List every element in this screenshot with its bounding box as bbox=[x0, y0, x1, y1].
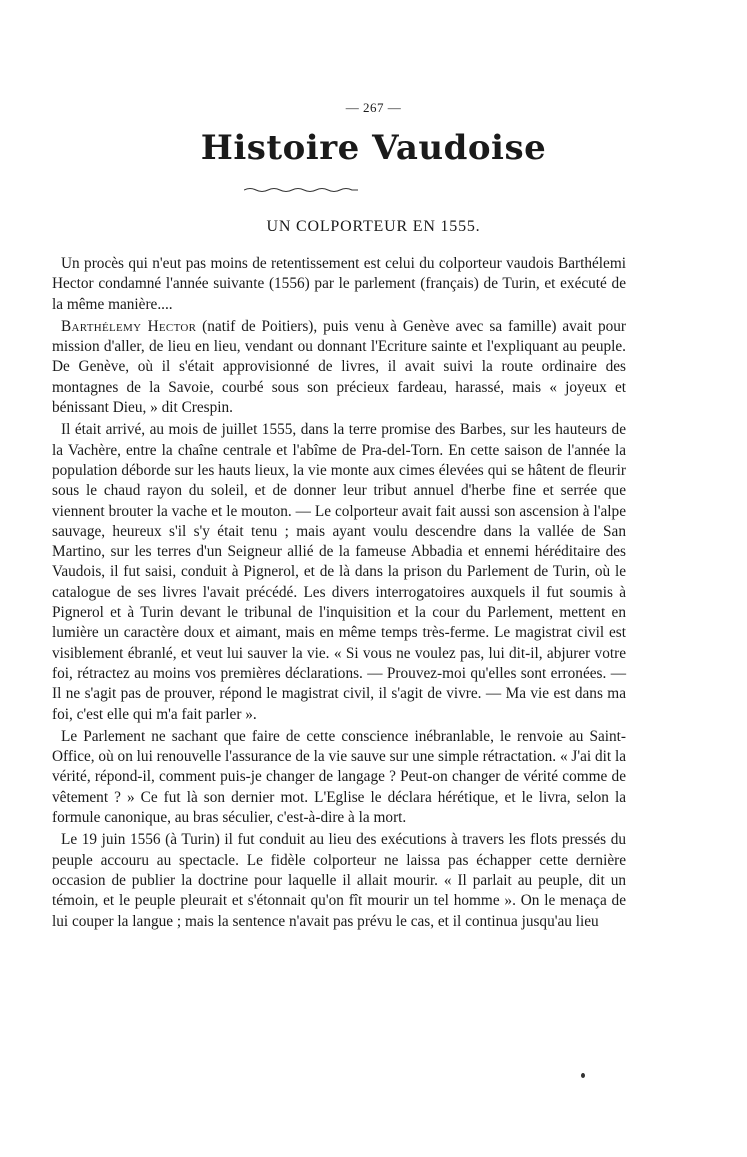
paragraph-text: Un procès qui n'eut pas moins de retentissement est celui du colporteur vaudois Barthélemi Hector condamné l'année suivante (1556) par le parlement (français) de Turin, et exécuté de la même manière.... bbox=[52, 255, 626, 313]
journal-title: Histoire Vaudoise bbox=[200, 128, 547, 168]
paragraph-text: Le 19 juin 1556 (à Turin) il fut conduit au lieu des exécutions à travers les flots pressés du peuple accouru au spectacle. Le fidèle colporteur ne laissa pas échapper cette dernière occasion de publier la doctrine pour laquelle il allait mourir. « Il parlait au peuple, dit un témoin, et le peuple pleurait et s'étonnait qu'on fît mourir un tel homme ». On le menaça de lui couper la langue ; mais la sentence n'avait pas prévu le cas, et il continua jusqu'au lieu bbox=[52, 831, 626, 930]
paragraph bbox=[52, 830, 626, 931]
paragraph-text: (natif de Poitiers), puis venu à Genève avec sa famille) avait pour mission d'aller, de lieu en lieu, vendant ou donnant l'Ecriture sainte et l'expliquant au peuple. De Genève, où il s'était approvisionné de livres, il avait suivi la route ordinaire des montagnes de la Savoie, courbé sous son précieux fardeau, harassé, mais « joyeux et bénissant Dieu, » dit Crespin. bbox=[52, 317, 626, 417]
paragraph bbox=[52, 317, 626, 418]
paragraph-text: Le Parlement ne sachant que faire de cette conscience inébranlable, le renvoie au Saint-Office, où on lui renouvelle l'assurance de la vie sauve sur une simple rétractation. « J'ai dit la vérité, répond-il, comment puis-je changer de langage ? Peut-on changer de vérité comme de vêtement ? » Ce fut là son dernier mot. L'Eglise le déclara hérétique, et le livra, selon la formule canonique, au bras séculier, c'est-à-dire à la mort. bbox=[52, 727, 626, 827]
article-body bbox=[52, 254, 626, 934]
person-name: Barthélemy Hector bbox=[61, 317, 197, 335]
paragraph bbox=[52, 420, 626, 724]
decorative-rule bbox=[244, 187, 358, 193]
paragraph bbox=[52, 727, 626, 828]
paragraph bbox=[52, 254, 626, 315]
paragraph-text: Il était arrivé, au mois de juillet 1555, dans la terre promise des Barbes, sur les hauteurs de la Vachère, entre la chaîne centrale et l'abîme de Pra-del-Torn. En cette saison de l'année la population déborde sur les hauts lieux, la vie monte aux cimes élevées qui se hâtent de fleurir sous le chaud rayon du soleil, et de donner leur tribut annuel d'herbe fine et serrée que viennent brouter la vache et le mouton. — Le colporteur avait fait aussi son ascension à l'alpe sauvage, heureux s'il s'y était tenu ; mais ayant voulu descendre dans la vallée de San Martino, sur les terres d'un Seigneur allié de la fameuse Abbadia et ennemi héréditaire des Vaudois, il fut saisi, conduit à Pignerol, et de là dans la prison du Parlement de Turin, où le catalogue de ses livres l'avait précédé. Les divers interrogatoires auxquels il fut soumis à Pignerol et à Turin devant le tribunal de l'inquisition et la cour du Parlement, mettent en lumière un caractère doux et aimant, mais en même temps très-ferme. Le magistrat civil est visiblement ébranlé, et veut lui sauver la vie. « Si vous ne voulez pas, lui dit-il, abjurer votre foi, rétractez au moins vos premières déclarations. — Prouvez-moi qu'elles sont erronées. — Il ne s'agit pas de prouver, répond le magistrat civil, il s'agit de vivre. — Ma vie est dans ma foi, c'est elle qui m'a fait parler ». bbox=[52, 421, 626, 723]
page-number: — 267 — bbox=[345, 100, 402, 115]
print-speck bbox=[581, 1073, 585, 1078]
article-title: UN COLPORTEUR EN 1555. bbox=[266, 218, 481, 235]
